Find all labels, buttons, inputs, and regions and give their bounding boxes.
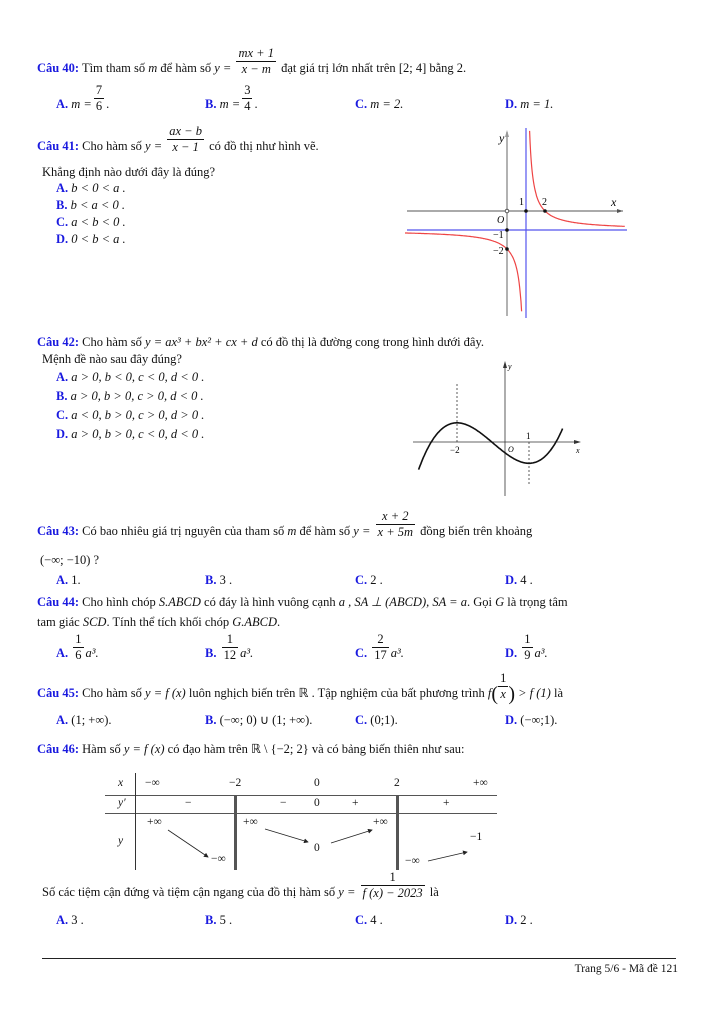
- y-value: −1: [470, 831, 483, 843]
- option-text: m = 2.: [370, 97, 404, 111]
- option-label: B.: [205, 713, 217, 727]
- option-text: a³.: [534, 646, 548, 660]
- q42-option-c[interactable]: [56, 407, 204, 423]
- option-text: b < 0 < a .: [71, 181, 126, 195]
- point-ym1: [505, 228, 509, 232]
- q46-yeq: y =: [338, 885, 356, 899]
- option-label: C.: [56, 408, 69, 422]
- paren-close: ): [508, 683, 515, 706]
- q46-text: có đạo hàm trên: [167, 742, 248, 756]
- tick-label-m2: −2: [450, 445, 460, 455]
- q41-yeq: y =: [145, 139, 163, 153]
- q43-option-b[interactable]: [205, 572, 232, 588]
- row-label-y: y: [118, 835, 124, 847]
- option-fraction: [73, 632, 83, 663]
- option-label: A.: [56, 646, 69, 660]
- option-label: A.: [56, 573, 69, 587]
- fraction-denominator: 12: [223, 647, 237, 662]
- option-label: B.: [56, 198, 68, 212]
- q41-text: có đồ thị như hình vẽ.: [209, 139, 319, 153]
- option-fraction: [522, 632, 532, 663]
- q45-option-a[interactable]: [56, 712, 112, 728]
- q40-label: Câu 40:: [37, 61, 80, 75]
- q45-ineq: > f (1): [518, 686, 551, 700]
- x-axis-arrow-icon: [574, 440, 581, 444]
- q45-ineq: f: [487, 686, 492, 700]
- q44-option-b[interactable]: [205, 631, 254, 663]
- fraction-numerator: 1: [389, 869, 396, 884]
- q43-text: để hàm số: [299, 524, 351, 538]
- y-value: 0: [314, 842, 320, 854]
- option-text: m =: [219, 97, 241, 111]
- q46-text: là: [429, 885, 439, 899]
- option-text: 2 .: [520, 913, 533, 927]
- fraction-denominator: x − 1: [167, 139, 204, 155]
- option-text: 0 < b < a .: [71, 232, 126, 246]
- option-label: C.: [355, 573, 368, 587]
- x-value: −∞: [145, 777, 160, 789]
- q45-stem: [37, 670, 563, 706]
- option-label: B.: [205, 97, 217, 111]
- q45-fx: y = f (x): [145, 686, 186, 700]
- q43-label: Câu 43:: [37, 524, 80, 538]
- row-label-x: x: [118, 777, 124, 789]
- point-ym2: [505, 247, 509, 251]
- q46-option-d[interactable]: [505, 912, 533, 928]
- q40-text: đạt giá trị lớn nhất trên: [281, 61, 396, 75]
- x-value: 0: [314, 777, 320, 789]
- option-text: .: [254, 97, 258, 111]
- q42-stem: [37, 334, 484, 350]
- derivative-sign: −: [280, 797, 287, 809]
- option-label: B.: [205, 913, 217, 927]
- q42-prompt: Mệnh đề nào sau đây đúng?: [42, 352, 182, 366]
- curve-left-branch: [405, 233, 522, 311]
- x-value: −2: [229, 777, 242, 789]
- q44-perp: SA ⊥ (ABCD),: [354, 595, 430, 609]
- option-text: 3 .: [71, 913, 84, 927]
- option-text: a < 0, b > 0, c > 0, d > 0 .: [71, 408, 205, 422]
- y-value: +∞: [243, 816, 258, 828]
- tick-label-m2: −2: [493, 246, 504, 257]
- q44-option-a[interactable]: [56, 631, 99, 663]
- footer-divider: [42, 958, 676, 959]
- q44-text: . Tính thể tích khối chóp: [106, 615, 230, 629]
- q46-label: Câu 46:: [37, 742, 80, 756]
- option-label: B.: [56, 389, 68, 403]
- arrow-decreasing: [168, 830, 208, 857]
- option-text: m = 1.: [520, 97, 554, 111]
- q41-text: Cho hàm số: [82, 139, 142, 153]
- q40-interval: [2; 4]: [398, 61, 427, 75]
- q45-text: là: [553, 686, 563, 700]
- tick-label-m1: −1: [493, 230, 504, 241]
- fraction-denominator: 6: [75, 647, 82, 662]
- option-text: b < a < 0 .: [70, 198, 125, 212]
- fraction-numerator: 1: [524, 631, 531, 646]
- q44-option-c[interactable]: [355, 631, 404, 663]
- q41-option-b[interactable]: [56, 197, 125, 213]
- q42-option-a[interactable]: [56, 369, 204, 385]
- q44-sa: SA = a: [432, 595, 467, 609]
- q43-yeq: y =: [353, 524, 371, 538]
- x-axis-label: x: [611, 195, 617, 209]
- arrow-increasing: [428, 852, 467, 861]
- point-x2: [543, 209, 547, 213]
- q46-text: và có bảng biến thiên như sau:: [311, 742, 465, 756]
- option-label: D.: [505, 646, 518, 660]
- fraction-denominator: x − m: [236, 61, 276, 77]
- option-text: (1; +∞).: [71, 713, 112, 727]
- q43-var: m: [287, 524, 297, 538]
- fraction-denominator: 6: [95, 98, 103, 113]
- q44-g: G: [495, 595, 505, 609]
- derivative-sign: +: [352, 797, 359, 809]
- origin-point: [505, 209, 509, 213]
- q40-text: để hàm số: [160, 61, 212, 75]
- q43-text: đồng biến trên khoảng: [420, 524, 533, 538]
- q44-line2: [37, 614, 280, 630]
- origin-label: O: [497, 215, 505, 226]
- q41-option-a[interactable]: [56, 180, 126, 196]
- q40-text: Tìm tham số: [81, 61, 146, 75]
- q40-var: m: [148, 61, 158, 75]
- option-text: 5 .: [219, 913, 233, 927]
- q45-text: luôn nghịch biến trên ℝ . Tập nghiệm của bất phương trình: [188, 686, 485, 700]
- q41-label: Câu 41:: [37, 139, 80, 153]
- x-axis-label: x: [576, 446, 580, 455]
- option-text: (0;1).: [370, 713, 398, 727]
- derivative-sign: −: [185, 797, 192, 809]
- x-value: +∞: [473, 777, 488, 789]
- q42-option-b[interactable]: [56, 388, 204, 404]
- q46-text: Hàm số: [82, 742, 121, 756]
- option-label: A.: [56, 713, 69, 727]
- q46-option-b[interactable]: [205, 912, 232, 928]
- fraction-numerator: 1: [226, 631, 233, 646]
- option-text: a < b < 0 .: [71, 215, 126, 229]
- q42-text: có đồ thị là đường cong trong hình dưới đây.: [260, 335, 485, 349]
- option-label: D.: [56, 427, 69, 441]
- q40-option-d[interactable]: [505, 96, 553, 112]
- page-footer: Trang 5/6 - Mã đề 121: [574, 963, 678, 975]
- option-label: C.: [56, 215, 69, 229]
- variation-arrows: [105, 773, 497, 870]
- option-text: .: [106, 97, 110, 111]
- variation-table: [105, 773, 497, 870]
- q44-option-d[interactable]: [505, 631, 548, 663]
- option-label: D.: [56, 232, 69, 246]
- y-axis-label: y: [499, 131, 505, 145]
- fraction-denominator: f (x) − 2023: [362, 885, 423, 900]
- q42-graph: [410, 356, 590, 501]
- fraction-numerator: 1: [500, 670, 507, 685]
- option-label: D.: [505, 97, 518, 111]
- q45-label: Câu 45:: [37, 686, 80, 700]
- option-text: m =: [71, 97, 92, 111]
- q42-text: Cho hàm số: [82, 335, 142, 349]
- q41-stem: [37, 123, 319, 155]
- q43-option-c[interactable]: [355, 572, 383, 588]
- q44-text: tam giác: [37, 615, 80, 629]
- q45-option-b[interactable]: [205, 712, 312, 728]
- fraction-numerator: 3: [244, 82, 251, 97]
- q43-text: Có bao nhiêu giá trị nguyên của tham số: [82, 524, 285, 538]
- option-label: A.: [56, 181, 69, 195]
- q40-option-b[interactable]: [205, 82, 258, 114]
- y-value: −∞: [405, 855, 420, 867]
- q44-side: a ,: [338, 595, 352, 609]
- fraction-denominator: 9: [524, 647, 531, 662]
- option-label: A.: [56, 913, 69, 927]
- q44-scd: SCD: [82, 615, 107, 629]
- q46-domain: ℝ \ {−2; 2}: [250, 742, 309, 756]
- q46-option-c[interactable]: [355, 912, 383, 928]
- option-text: 2 .: [370, 573, 383, 587]
- option-label: A.: [56, 97, 69, 111]
- q40-yeq: y =: [214, 61, 232, 75]
- option-text: a > 0, b < 0, c < 0, d < 0 .: [71, 370, 205, 384]
- x-axis-arrow-icon: [617, 209, 623, 213]
- y-value: −∞: [211, 853, 226, 865]
- y-axis-label: y: [508, 362, 512, 371]
- q42-option-d[interactable]: [56, 426, 204, 442]
- fraction-denominator: 4: [244, 98, 251, 113]
- option-label: D.: [505, 573, 518, 587]
- q40-text: bằng 2.: [429, 61, 467, 75]
- tick-label-1: 1: [526, 431, 531, 441]
- option-label: D.: [505, 713, 518, 727]
- derivative-sign: +: [443, 797, 450, 809]
- option-label: A.: [56, 370, 69, 384]
- q43-option-d[interactable]: [505, 572, 533, 588]
- q44-gabcd: G.ABCD: [232, 615, 278, 629]
- q46-text: Số các tiệm cận đứng và tiệm cận ngang của đồ thị hàm số: [42, 885, 336, 899]
- q40-option-a[interactable]: [56, 82, 110, 114]
- q46-option-a[interactable]: [56, 912, 84, 928]
- option-label: C.: [355, 97, 368, 111]
- q46-fraction: [361, 870, 425, 901]
- q40-option-c[interactable]: [355, 96, 403, 112]
- option-label: D.: [505, 913, 518, 927]
- fraction-numerator: 2: [377, 631, 384, 646]
- option-label: C.: [355, 646, 368, 660]
- option-text: (−∞;1).: [520, 713, 558, 727]
- option-fraction: [242, 83, 252, 114]
- q44-text: . Gọi: [466, 595, 492, 609]
- option-fraction: [372, 632, 389, 663]
- q44-text: Cho hình chóp: [82, 595, 156, 609]
- y-axis-arrow-icon: [503, 361, 507, 368]
- fraction-numerator: ax − b: [169, 123, 202, 138]
- option-text: a > 0, b > 0, c < 0, d < 0 .: [71, 427, 205, 441]
- q41-fraction: [167, 124, 204, 155]
- q44-label: Câu 44:: [37, 595, 80, 609]
- q45-option-c[interactable]: [355, 712, 398, 728]
- derivative-sign: 0: [314, 797, 320, 809]
- origin-label: O: [508, 445, 514, 454]
- q46-question: [42, 869, 439, 901]
- option-fraction: [94, 83, 104, 114]
- q46-stem: [37, 741, 464, 757]
- option-text: a³.: [240, 646, 254, 660]
- option-text: a³.: [390, 646, 404, 660]
- option-label: C.: [355, 913, 368, 927]
- q41-prompt: Khẳng định nào dưới đây là đúng?: [42, 165, 216, 179]
- paren-open: (: [491, 683, 499, 706]
- y-axis-arrow-icon: [505, 130, 509, 137]
- y-value: +∞: [373, 816, 388, 828]
- q44-pyramid: S.ABCD: [158, 595, 201, 609]
- option-fraction: [222, 632, 239, 663]
- q45-fraction: [498, 671, 508, 702]
- q45-option-d[interactable]: [505, 712, 557, 728]
- fraction-numerator: mx + 1: [238, 45, 274, 60]
- row-label-yprime: y′: [118, 797, 126, 809]
- option-label: B.: [205, 646, 217, 660]
- option-text: 4 .: [520, 573, 533, 587]
- option-text: 3 .: [219, 573, 233, 587]
- q43-interval: (−∞; −10) ?: [40, 553, 100, 567]
- q41-option-c[interactable]: [56, 214, 126, 230]
- option-text: 4 .: [370, 913, 383, 927]
- option-text: 1.: [71, 573, 81, 587]
- point-x1: [524, 209, 528, 213]
- fraction-denominator: 17: [374, 647, 387, 662]
- cubic-curve: [419, 423, 563, 470]
- y-value: +∞: [147, 816, 162, 828]
- option-text: a³.: [85, 646, 99, 660]
- fraction-numerator: 7: [95, 82, 103, 97]
- q41-option-d[interactable]: [56, 231, 126, 247]
- x-value: 2: [394, 777, 400, 789]
- q46-fx: y = f (x): [123, 742, 165, 756]
- q44-text: có đáy là hình vuông cạnh: [204, 595, 336, 609]
- fraction-denominator: x: [498, 686, 508, 702]
- option-text: a > 0, b > 0, c > 0, d < 0 .: [70, 389, 204, 403]
- q44-text: .: [277, 615, 281, 629]
- q43-fraction: [376, 509, 416, 540]
- arrow-decreasing: [265, 829, 308, 842]
- q42-formula: y = ax³ + bx² + cx + d: [145, 335, 258, 349]
- q41-graph: [405, 128, 627, 318]
- arrow-increasing: [331, 830, 372, 843]
- q44-text: là trọng tâm: [507, 595, 568, 609]
- q45-text: Cho hàm số: [82, 686, 142, 700]
- tick-label-2: 2: [542, 197, 547, 208]
- option-label: B.: [205, 573, 217, 587]
- option-label: C.: [355, 713, 368, 727]
- q42-label: Câu 42:: [37, 335, 80, 349]
- q43-option-a[interactable]: [56, 572, 81, 588]
- q40-fraction: [236, 46, 276, 77]
- fraction-numerator: x + 2: [382, 508, 409, 523]
- q40-stem: [37, 45, 467, 77]
- q44-stem: [37, 594, 568, 610]
- fraction-denominator: x + 5m: [377, 524, 414, 539]
- fraction-numerator: 1: [75, 631, 82, 646]
- option-text: (−∞; 0) ∪ (1; +∞).: [219, 713, 313, 727]
- q43-stem: [37, 508, 533, 540]
- tick-label-1: 1: [519, 197, 524, 208]
